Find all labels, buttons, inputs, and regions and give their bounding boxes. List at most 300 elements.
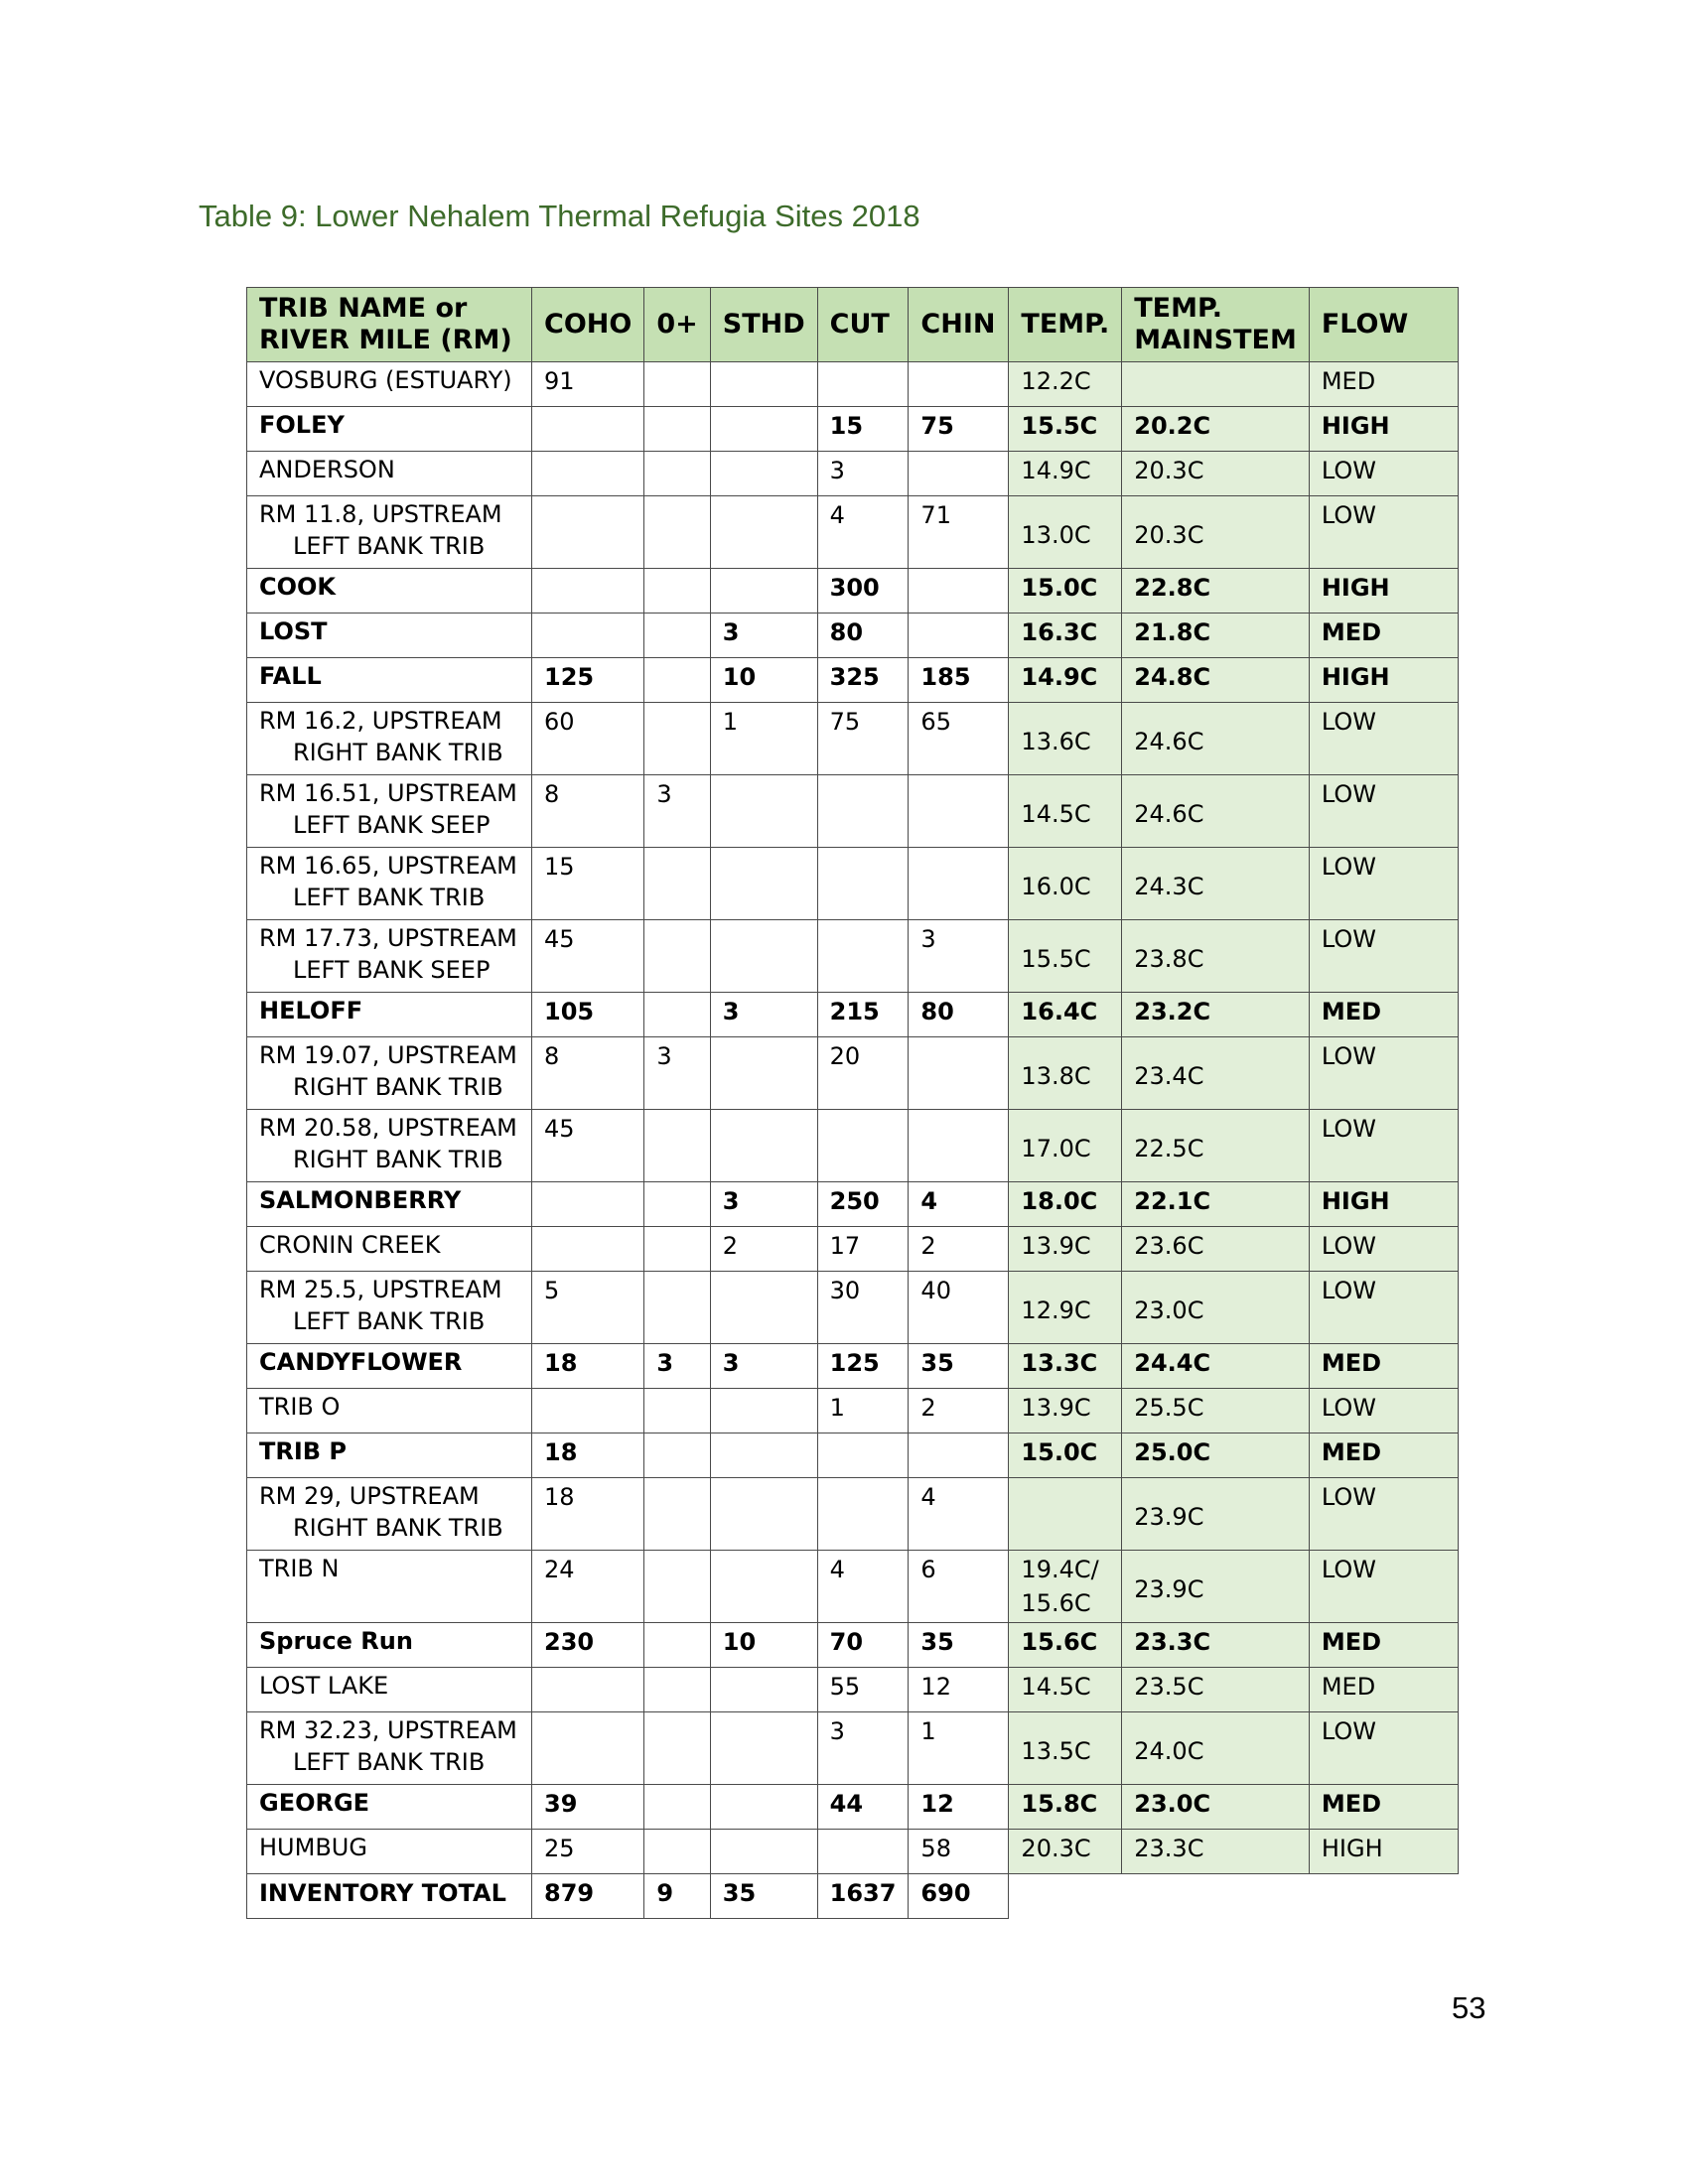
trib-name-cell bbox=[247, 1110, 532, 1182]
zero-plus-cell bbox=[644, 993, 710, 1037]
chin-cell: 35 bbox=[909, 1344, 1009, 1389]
table-row bbox=[247, 1712, 1459, 1785]
trib-name-cell bbox=[247, 452, 532, 496]
trib-name-cell bbox=[247, 993, 532, 1037]
cut-cell: 4 bbox=[817, 1551, 909, 1623]
coho-cell: 18 bbox=[532, 1344, 644, 1389]
temp-mainstem-cell: 21.8C bbox=[1122, 614, 1310, 658]
header-trib-name-line2: RIVER MILE (RM) bbox=[259, 325, 512, 355]
temp-cell bbox=[1009, 1272, 1122, 1344]
flow-cell: MED bbox=[1309, 1785, 1458, 1830]
sthd-cell bbox=[710, 1785, 817, 1830]
chin-cell bbox=[909, 452, 1009, 496]
chin-cell: 12 bbox=[909, 1668, 1009, 1712]
coho-cell: 105 bbox=[532, 993, 644, 1037]
sthd-cell: 3 bbox=[710, 993, 817, 1037]
trib-name-text: SALMONBERRY bbox=[259, 1186, 462, 1214]
temp-text: 17.0C bbox=[1021, 1135, 1091, 1162]
trib-name-text: TRIB P bbox=[259, 1437, 348, 1465]
temp-cell bbox=[1009, 1478, 1122, 1551]
chin-cell: 6 bbox=[909, 1551, 1009, 1623]
header-coho: COHO bbox=[532, 288, 644, 362]
flow-cell: LOW bbox=[1309, 775, 1458, 848]
coho-cell: 230 bbox=[532, 1623, 644, 1668]
trib-name-text: HELOFF bbox=[259, 997, 363, 1024]
chin-cell: 12 bbox=[909, 1785, 1009, 1830]
trib-name-text: VOSBURG (ESTUARY) bbox=[259, 366, 512, 394]
chin-cell bbox=[909, 614, 1009, 658]
sthd-cell: 3 bbox=[710, 1344, 817, 1389]
chin-cell: 71 bbox=[909, 496, 1009, 569]
temp-text: 14.5C bbox=[1021, 1673, 1091, 1701]
temp-text: 14.9C bbox=[1021, 457, 1091, 484]
cut-cell: 325 bbox=[817, 658, 909, 703]
trib-name-text: RM 16.65, UPSTREAM bbox=[259, 852, 517, 880]
temp-mainstem-cell: 22.5C bbox=[1122, 1110, 1310, 1182]
sthd-cell: 2 bbox=[710, 1227, 817, 1272]
coho-cell bbox=[532, 1668, 644, 1712]
trib-name-cell bbox=[247, 1785, 532, 1830]
cut-cell: 30 bbox=[817, 1272, 909, 1344]
table-row bbox=[247, 1785, 1459, 1830]
chin-cell: 4 bbox=[909, 1182, 1009, 1227]
coho-cell: 8 bbox=[532, 775, 644, 848]
total-empty-cell bbox=[1122, 1874, 1310, 1919]
temp-cell bbox=[1009, 703, 1122, 775]
temp-text: 13.0C bbox=[1021, 521, 1091, 549]
temp-cell bbox=[1009, 1344, 1122, 1389]
sthd-cell bbox=[710, 452, 817, 496]
chin-cell: 4 bbox=[909, 1478, 1009, 1551]
table-row bbox=[247, 614, 1459, 658]
flow-cell: MED bbox=[1309, 1344, 1458, 1389]
flow-cell: MED bbox=[1309, 1668, 1458, 1712]
cut-cell bbox=[817, 848, 909, 920]
coho-cell: 91 bbox=[532, 362, 644, 407]
table-row bbox=[247, 658, 1459, 703]
temp-mainstem-cell: 23.0C bbox=[1122, 1272, 1310, 1344]
temp-mainstem-cell: 23.0C bbox=[1122, 1785, 1310, 1830]
temp-text: 14.9C bbox=[1021, 663, 1098, 691]
cut-cell bbox=[817, 920, 909, 993]
trib-name-text: CANDYFLOWER bbox=[259, 1348, 463, 1376]
sthd-cell bbox=[710, 1668, 817, 1712]
zero-plus-cell bbox=[644, 1389, 710, 1433]
coho-cell: 25 bbox=[532, 1830, 644, 1874]
chin-cell bbox=[909, 775, 1009, 848]
trib-name-cell bbox=[247, 496, 532, 569]
table-row bbox=[247, 1037, 1459, 1110]
trib-name-cell bbox=[247, 1668, 532, 1712]
coho-cell: 5 bbox=[532, 1272, 644, 1344]
chin-cell bbox=[909, 362, 1009, 407]
trib-name-text: RM 25.5, UPSTREAM bbox=[259, 1276, 502, 1303]
chin-cell bbox=[909, 1037, 1009, 1110]
chin-cell: 2 bbox=[909, 1227, 1009, 1272]
sthd-cell: 10 bbox=[710, 658, 817, 703]
coho-cell: 60 bbox=[532, 703, 644, 775]
trib-name-text: COOK bbox=[259, 573, 337, 601]
header-sthd: STHD bbox=[710, 288, 817, 362]
sthd-cell bbox=[710, 1037, 817, 1110]
page-number: 53 bbox=[1452, 1990, 1486, 2025]
sthd-cell bbox=[710, 920, 817, 993]
trib-name-cell bbox=[247, 1830, 532, 1874]
temp-mainstem-cell: 23.3C bbox=[1122, 1830, 1310, 1874]
table-row bbox=[247, 452, 1459, 496]
sthd-cell bbox=[710, 1272, 817, 1344]
flow-cell: LOW bbox=[1309, 1037, 1458, 1110]
sthd-cell: 3 bbox=[710, 1182, 817, 1227]
temp-mainstem-cell: 24.8C bbox=[1122, 658, 1310, 703]
trib-name-text-line2: LEFT BANK TRIB bbox=[293, 884, 486, 911]
cut-cell: 300 bbox=[817, 569, 909, 614]
trib-name-text: RM 16.2, UPSTREAM bbox=[259, 707, 502, 735]
coho-cell: 18 bbox=[532, 1433, 644, 1478]
temp-cell bbox=[1009, 848, 1122, 920]
coho-cell bbox=[532, 452, 644, 496]
cut-cell bbox=[817, 362, 909, 407]
table-body bbox=[247, 362, 1459, 1919]
cut-cell: 1 bbox=[817, 1389, 909, 1433]
coho-cell: 125 bbox=[532, 658, 644, 703]
coho-cell bbox=[532, 1227, 644, 1272]
table-row bbox=[247, 362, 1459, 407]
header-temp-mainstem-line1: TEMP. bbox=[1134, 293, 1223, 325]
flow-cell: HIGH bbox=[1309, 658, 1458, 703]
table-row bbox=[247, 993, 1459, 1037]
temp-text: 16.0C bbox=[1021, 873, 1091, 900]
trib-name-text: RM 20.58, UPSTREAM bbox=[259, 1114, 517, 1142]
table-row bbox=[247, 1227, 1459, 1272]
temp-cell bbox=[1009, 1433, 1122, 1478]
temp-mainstem-cell: 20.3C bbox=[1122, 496, 1310, 569]
temp-mainstem-cell: 23.8C bbox=[1122, 920, 1310, 993]
sthd-cell bbox=[710, 1551, 817, 1623]
chin-cell: 40 bbox=[909, 1272, 1009, 1344]
chin-cell: 3 bbox=[909, 920, 1009, 993]
trib-name-text-line2: RIGHT BANK TRIB bbox=[293, 1514, 503, 1542]
flow-cell: MED bbox=[1309, 993, 1458, 1037]
cut-cell: 125 bbox=[817, 1344, 909, 1389]
zero-plus-cell bbox=[644, 658, 710, 703]
trib-name-cell bbox=[247, 362, 532, 407]
cut-cell: 55 bbox=[817, 1668, 909, 1712]
temp-mainstem-cell: 24.4C bbox=[1122, 1344, 1310, 1389]
temp-cell bbox=[1009, 1668, 1122, 1712]
table-row bbox=[247, 920, 1459, 993]
zero-plus-cell bbox=[644, 848, 710, 920]
temp-mainstem-cell: 23.3C bbox=[1122, 1623, 1310, 1668]
temp-mainstem-cell: 23.2C bbox=[1122, 993, 1310, 1037]
trib-name-text: ANDERSON bbox=[259, 456, 395, 483]
temp-mainstem-cell: 24.6C bbox=[1122, 703, 1310, 775]
trib-name-cell bbox=[247, 1272, 532, 1344]
cut-cell: 4 bbox=[817, 496, 909, 569]
coho-cell bbox=[532, 496, 644, 569]
flow-cell: MED bbox=[1309, 614, 1458, 658]
trib-name-cell bbox=[247, 1712, 532, 1785]
sthd-cell bbox=[710, 362, 817, 407]
chin-cell: 75 bbox=[909, 407, 1009, 452]
table-row bbox=[247, 1551, 1459, 1623]
cut-cell: 3 bbox=[817, 452, 909, 496]
trib-name-cell bbox=[247, 1433, 532, 1478]
temp-text: 13.9C bbox=[1021, 1232, 1091, 1260]
zero-plus-cell bbox=[644, 920, 710, 993]
cut-cell: 20 bbox=[817, 1037, 909, 1110]
cut-cell bbox=[817, 1433, 909, 1478]
total-cut-cell: 1637 bbox=[817, 1874, 909, 1919]
header-cut: CUT bbox=[817, 288, 909, 362]
sthd-cell bbox=[710, 1110, 817, 1182]
table-row bbox=[247, 703, 1459, 775]
temp-text: 15.5C bbox=[1021, 945, 1091, 973]
temp-cell bbox=[1009, 1182, 1122, 1227]
table-row bbox=[247, 1623, 1459, 1668]
table-row bbox=[247, 1668, 1459, 1712]
trib-name-cell bbox=[247, 1344, 532, 1389]
temp-mainstem-cell: 23.5C bbox=[1122, 1668, 1310, 1712]
table-row bbox=[247, 1344, 1459, 1389]
flow-cell: LOW bbox=[1309, 848, 1458, 920]
cut-cell: 15 bbox=[817, 407, 909, 452]
trib-name-text: RM 17.73, UPSTREAM bbox=[259, 924, 517, 952]
flow-cell: HIGH bbox=[1309, 407, 1458, 452]
zero-plus-cell bbox=[644, 703, 710, 775]
zero-plus-cell bbox=[644, 1227, 710, 1272]
chin-cell bbox=[909, 569, 1009, 614]
temp-cell bbox=[1009, 1110, 1122, 1182]
table-row bbox=[247, 1433, 1459, 1478]
trib-name-text-line2: LEFT BANK TRIB bbox=[293, 532, 486, 560]
header-flow: FLOW bbox=[1309, 288, 1458, 362]
temp-text: 13.5C bbox=[1021, 1737, 1091, 1765]
cut-cell: 250 bbox=[817, 1182, 909, 1227]
temp-cell bbox=[1009, 1551, 1122, 1623]
trib-name-cell bbox=[247, 1227, 532, 1272]
zero-plus-cell bbox=[644, 614, 710, 658]
trib-name-text-line2: RIGHT BANK TRIB bbox=[293, 739, 503, 766]
temp-cell bbox=[1009, 496, 1122, 569]
cut-cell: 70 bbox=[817, 1623, 909, 1668]
cut-cell: 17 bbox=[817, 1227, 909, 1272]
cut-cell bbox=[817, 775, 909, 848]
trib-name-cell bbox=[247, 1389, 532, 1433]
sthd-cell bbox=[710, 569, 817, 614]
coho-cell: 39 bbox=[532, 1785, 644, 1830]
zero-plus-cell bbox=[644, 1110, 710, 1182]
total-row bbox=[247, 1874, 1459, 1919]
flow-cell: HIGH bbox=[1309, 1182, 1458, 1227]
temp-text: 16.3C bbox=[1021, 618, 1098, 646]
temp-cell bbox=[1009, 614, 1122, 658]
trib-name-text: RM 19.07, UPSTREAM bbox=[259, 1041, 517, 1069]
trib-name-text: LOST bbox=[259, 617, 328, 645]
coho-cell: 45 bbox=[532, 920, 644, 993]
temp-text: 14.5C bbox=[1021, 800, 1091, 828]
table-caption: Table 9: Lower Nehalem Thermal Refugia Sites 2018 bbox=[199, 199, 920, 233]
temp-text: 12.2C bbox=[1021, 367, 1091, 395]
trib-name-cell bbox=[247, 569, 532, 614]
temp-mainstem-cell: 23.4C bbox=[1122, 1037, 1310, 1110]
temp-cell bbox=[1009, 775, 1122, 848]
temp-text: 13.8C bbox=[1021, 1062, 1091, 1090]
flow-cell: MED bbox=[1309, 1623, 1458, 1668]
temp-cell bbox=[1009, 1623, 1122, 1668]
temp-text: 12.9C bbox=[1021, 1297, 1091, 1324]
zero-plus-cell bbox=[644, 452, 710, 496]
header-zero-plus: 0+ bbox=[644, 288, 710, 362]
trib-name-text: RM 29, UPSTREAM bbox=[259, 1482, 480, 1510]
trib-name-cell bbox=[247, 1551, 532, 1623]
coho-cell: 15 bbox=[532, 848, 644, 920]
cut-cell: 44 bbox=[817, 1785, 909, 1830]
sthd-cell: 3 bbox=[710, 614, 817, 658]
zero-plus-cell bbox=[644, 1272, 710, 1344]
coho-cell: 45 bbox=[532, 1110, 644, 1182]
trib-name-cell bbox=[247, 848, 532, 920]
trib-name-cell bbox=[247, 407, 532, 452]
temp-mainstem-cell bbox=[1122, 362, 1310, 407]
flow-cell: HIGH bbox=[1309, 1830, 1458, 1874]
cut-cell: 215 bbox=[817, 993, 909, 1037]
total-empty-cell bbox=[1309, 1874, 1458, 1919]
cut-cell: 80 bbox=[817, 614, 909, 658]
trib-name-text-line2: LEFT BANK TRIB bbox=[293, 1748, 486, 1776]
trib-name-cell bbox=[247, 1037, 532, 1110]
trib-name-text: TRIB O bbox=[259, 1393, 341, 1421]
coho-cell bbox=[532, 614, 644, 658]
zero-plus-cell bbox=[644, 1668, 710, 1712]
temp-text-line2: 15.6C bbox=[1021, 1589, 1091, 1617]
total-sthd-cell: 35 bbox=[710, 1874, 817, 1919]
coho-cell: 24 bbox=[532, 1551, 644, 1623]
temp-mainstem-cell: 23.6C bbox=[1122, 1227, 1310, 1272]
temp-text: 16.4C bbox=[1021, 998, 1098, 1025]
cut-cell bbox=[817, 1830, 909, 1874]
temp-cell bbox=[1009, 1830, 1122, 1874]
zero-plus-cell bbox=[644, 1623, 710, 1668]
table-row bbox=[247, 1389, 1459, 1433]
trib-name-text: FALL bbox=[259, 662, 322, 690]
zero-plus-cell: 3 bbox=[644, 1037, 710, 1110]
temp-mainstem-cell: 23.9C bbox=[1122, 1478, 1310, 1551]
trib-name-text-line2: RIGHT BANK TRIB bbox=[293, 1146, 503, 1173]
temp-cell bbox=[1009, 569, 1122, 614]
header-trib-name-line1: TRIB NAME or bbox=[259, 293, 468, 325]
zero-plus-cell bbox=[644, 1712, 710, 1785]
temp-text: 20.3C bbox=[1021, 1835, 1091, 1862]
temp-cell bbox=[1009, 362, 1122, 407]
flow-cell: LOW bbox=[1309, 703, 1458, 775]
flow-cell: LOW bbox=[1309, 452, 1458, 496]
temp-text: 18.0C bbox=[1021, 1187, 1098, 1215]
temp-cell bbox=[1009, 920, 1122, 993]
table-row bbox=[247, 1110, 1459, 1182]
trib-name-text: RM 11.8, UPSTREAM bbox=[259, 500, 502, 528]
chin-cell: 80 bbox=[909, 993, 1009, 1037]
temp-cell bbox=[1009, 1037, 1122, 1110]
cut-cell: 3 bbox=[817, 1712, 909, 1785]
chin-cell bbox=[909, 1110, 1009, 1182]
trib-name-cell bbox=[247, 775, 532, 848]
sthd-cell bbox=[710, 1830, 817, 1874]
trib-name-cell bbox=[247, 1478, 532, 1551]
temp-cell bbox=[1009, 993, 1122, 1037]
trib-name-text: LOST LAKE bbox=[259, 1672, 389, 1700]
flow-cell: LOW bbox=[1309, 1551, 1458, 1623]
table-row bbox=[247, 569, 1459, 614]
zero-plus-cell bbox=[644, 1182, 710, 1227]
zero-plus-cell bbox=[644, 362, 710, 407]
coho-cell bbox=[532, 1182, 644, 1227]
zero-plus-cell bbox=[644, 1551, 710, 1623]
temp-cell bbox=[1009, 407, 1122, 452]
coho-cell bbox=[532, 569, 644, 614]
flow-cell: MED bbox=[1309, 362, 1458, 407]
temp-text: 15.5C bbox=[1021, 412, 1098, 440]
temp-mainstem-cell: 20.3C bbox=[1122, 452, 1310, 496]
temp-mainstem-cell: 24.0C bbox=[1122, 1712, 1310, 1785]
temp-mainstem-cell: 22.8C bbox=[1122, 569, 1310, 614]
zero-plus-cell bbox=[644, 1478, 710, 1551]
chin-cell: 1 bbox=[909, 1712, 1009, 1785]
table-row bbox=[247, 1272, 1459, 1344]
thermal-refugia-table bbox=[246, 287, 1459, 1919]
total-coho-cell: 879 bbox=[532, 1874, 644, 1919]
temp-text: 13.9C bbox=[1021, 1394, 1091, 1422]
trib-name-cell bbox=[247, 920, 532, 993]
table-row bbox=[247, 848, 1459, 920]
sthd-cell: 1 bbox=[710, 703, 817, 775]
zero-plus-cell bbox=[644, 1433, 710, 1478]
flow-cell: LOW bbox=[1309, 1389, 1458, 1433]
coho-cell bbox=[532, 1712, 644, 1785]
temp-text: 15.0C bbox=[1021, 1438, 1098, 1466]
trib-name-text: RM 16.51, UPSTREAM bbox=[259, 779, 517, 807]
temp-mainstem-cell: 25.5C bbox=[1122, 1389, 1310, 1433]
trib-name-text-line2: LEFT BANK SEEP bbox=[293, 811, 491, 839]
header-temp-mainstem-line2: MAINSTEM bbox=[1134, 325, 1297, 355]
trib-name-text: Spruce Run bbox=[259, 1627, 413, 1655]
chin-cell: 35 bbox=[909, 1623, 1009, 1668]
sthd-cell bbox=[710, 1712, 817, 1785]
sthd-cell bbox=[710, 407, 817, 452]
chin-cell: 185 bbox=[909, 658, 1009, 703]
temp-text: 15.6C bbox=[1021, 1628, 1098, 1656]
temp-cell bbox=[1009, 1785, 1122, 1830]
header-temp: TEMP. bbox=[1009, 288, 1122, 362]
chin-cell: 2 bbox=[909, 1389, 1009, 1433]
table-row bbox=[247, 1830, 1459, 1874]
temp-cell bbox=[1009, 452, 1122, 496]
table-header-row bbox=[247, 288, 1459, 362]
trib-name-text-line2: RIGHT BANK TRIB bbox=[293, 1073, 503, 1101]
temp-text: 15.0C bbox=[1021, 574, 1098, 602]
zero-plus-cell: 3 bbox=[644, 1344, 710, 1389]
temp-cell bbox=[1009, 658, 1122, 703]
temp-text: 13.6C bbox=[1021, 728, 1091, 755]
trib-name-cell bbox=[247, 614, 532, 658]
cut-cell: 75 bbox=[817, 703, 909, 775]
temp-text: 19.4C/ bbox=[1021, 1556, 1099, 1583]
table-row bbox=[247, 496, 1459, 569]
trib-name-cell bbox=[247, 1623, 532, 1668]
chin-cell: 65 bbox=[909, 703, 1009, 775]
coho-cell: 8 bbox=[532, 1037, 644, 1110]
zero-plus-cell bbox=[644, 496, 710, 569]
